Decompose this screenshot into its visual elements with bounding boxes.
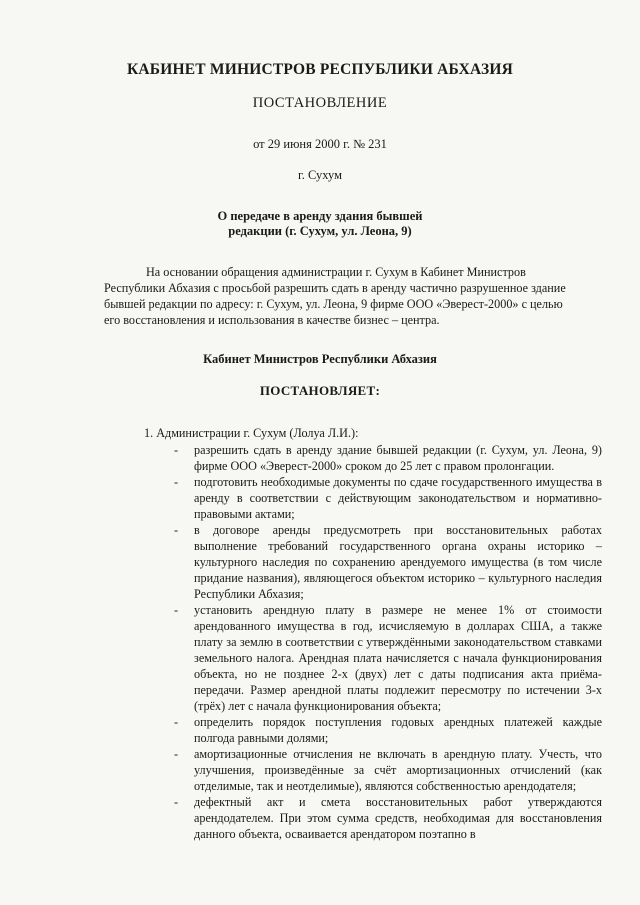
list-item-text: дефектный акт и смета восстановительных работ утверждаются арендодателем. При этом сумма средств, необходимая для восстановления данного объекта, осваивается арендатором поэтапно в — [194, 795, 602, 841]
list-item — [172, 794, 602, 842]
item-1-title: 1. Администрации г. Сухум (Лолуа Л.И.): — [144, 426, 359, 440]
city-line: г. Сухум — [297, 168, 342, 182]
subject-line-2: редакции (г. Сухум, ул. Леона, 9) — [228, 224, 412, 238]
list-item-text: разрешить сдать в аренду здание бывшей редакции (г. Сухум, ул. Леона, 9) фирме ООО «Эверест-2000» сроком до 25 лет с правом пролонгации. — [194, 443, 602, 473]
dash-marker: - — [174, 715, 179, 729]
dash-marker: - — [174, 443, 179, 457]
bullet-list — [172, 442, 602, 842]
resolves-heading: ПОСТАНОВЛЯЕТ: — [259, 383, 381, 398]
list-item — [172, 474, 602, 522]
dash-marker: - — [174, 747, 179, 761]
intro-line: На основании обращения администрации г. Сухум в Кабинет Министров — [146, 265, 526, 279]
list-item-text: определить порядок поступления годовых арендных платежей каждые полгода равными долями; — [194, 715, 602, 745]
intro-line: Республики Абхазия с просьбой разрешить сдать в аренду частично разрушенное здание — [104, 281, 566, 295]
intro-line: бывшей редакции по адресу: г. Сухум, ул. Леона, 9 фирме ООО «Эверест-2000» с целью — [104, 297, 563, 311]
intro-paragraph — [104, 264, 600, 328]
dash-marker: - — [174, 475, 179, 489]
document-type: ПОСТАНОВЛЕНИЕ — [252, 95, 388, 111]
list-item-text: амортизационные отчисления не включать в арендную плату. Учесть, что улучшения, произведённые за счёт амортизационных отчислений (как отделимые, так и неотделимые), являются собственностью арендодателя; — [194, 747, 602, 793]
date-number-line: от 29 июня 2000 г. № 231 — [253, 137, 387, 151]
list-item — [172, 522, 602, 602]
list-item-text: установить арендную плату в размере не менее 1% от стоимости арендованного имущества в год, исчисляемую в долларах США, а также плату за землю в соответствии с утверждёнными законодательством ставками земельного налога. Арендная плата начисляется с начала функционирования объекта, но не позднее 2-х (двух) лет с даты подписания акта приёма-передачи. Размер арендной платы подлежит пересмотру по истечении 3-х (трёх) лет с начала функционирования объекта; — [194, 603, 602, 713]
organization-title: КАБИНЕТ МИНИСТРОВ РЕСПУБЛИКИ АБХАЗИЯ — [126, 61, 514, 78]
list-item-text: подготовить необходимые документы по сдаче государственного имущества в аренду в соответствии с действующим законодательством и нормативно-правовыми актами; — [194, 475, 602, 521]
list-item — [172, 602, 602, 714]
list-item — [172, 714, 602, 746]
list-item — [172, 746, 602, 794]
subject-heading — [0, 209, 640, 239]
list-item-text: в договоре аренды предусмотреть при восстановительных работах выполнение требований государственного органа охраны историко – культурного наследия по сохранению арендуемого имущества (в том числе придание названия), являющегося объектом историко – культурного наследия Республики Абхазия; — [194, 523, 602, 601]
dash-marker: - — [174, 603, 179, 617]
resolution-body: Кабинет Министров Республики Абхазия — [203, 352, 437, 366]
list-item — [172, 442, 602, 474]
dash-marker: - — [174, 795, 179, 809]
subject-line-1: О передаче в аренду здания бывшей — [217, 209, 423, 223]
intro-line: его восстановления и использования в качестве бизнес – центра. — [104, 313, 440, 327]
dash-marker: - — [174, 523, 179, 537]
